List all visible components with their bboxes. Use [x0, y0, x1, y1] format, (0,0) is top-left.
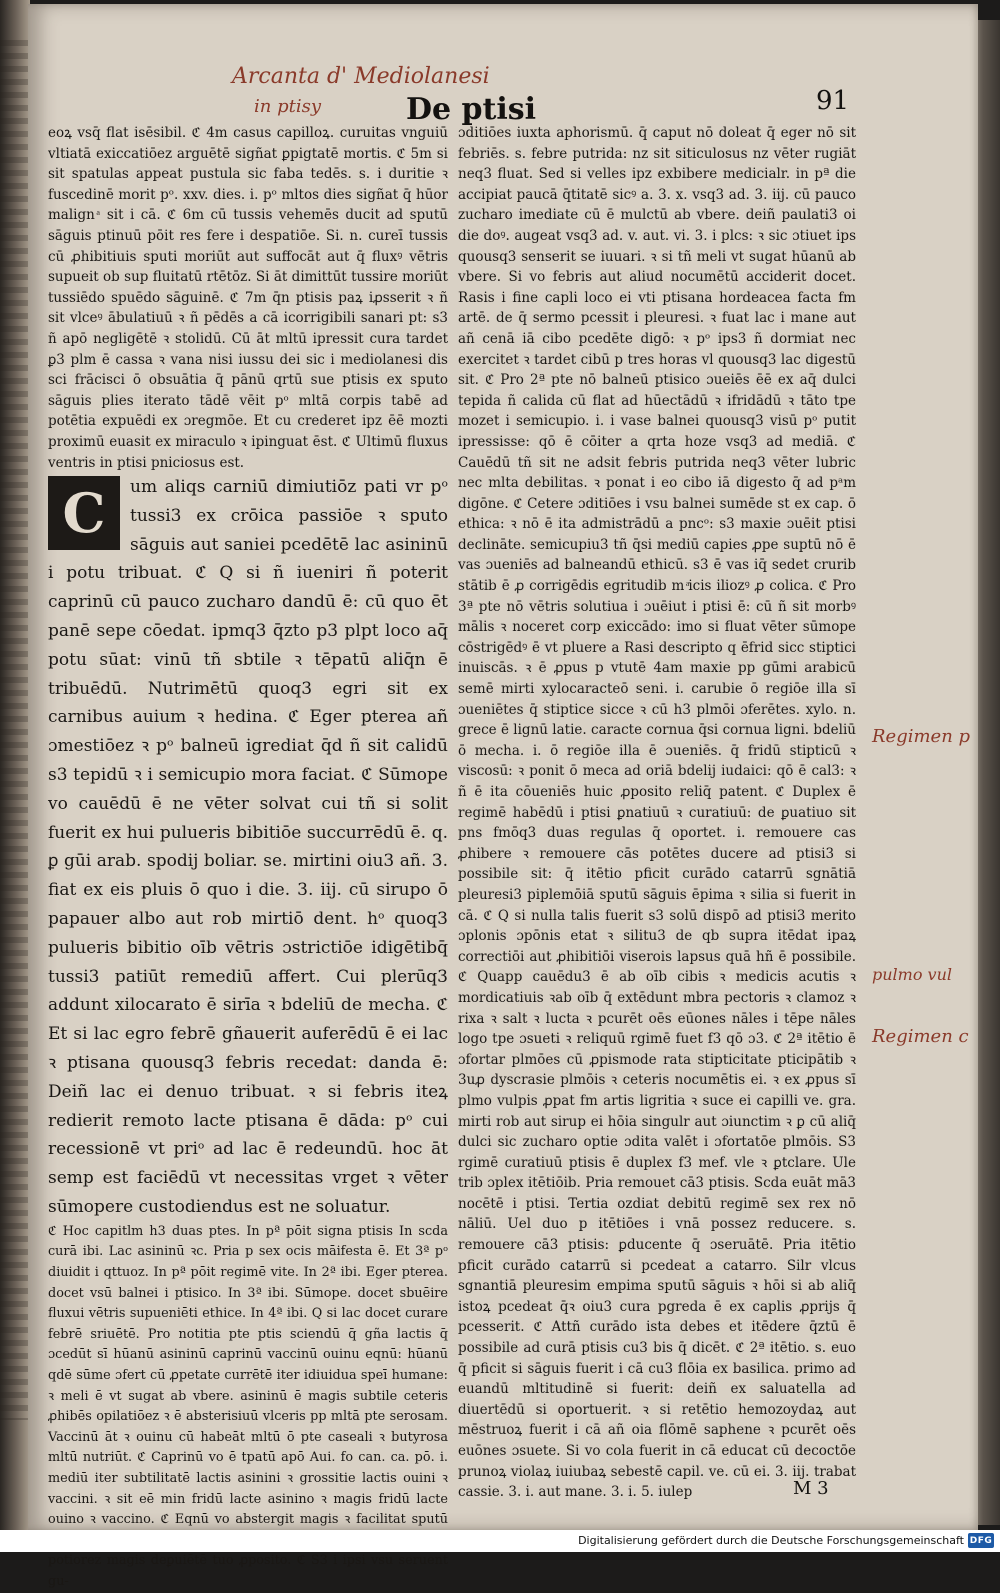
footer-credit: Digitalisierung gefördert durch die Deutsche Forschungsgemeinschaft	[578, 1534, 964, 1547]
marginal-note-pulmo: pulmo vul	[872, 965, 953, 984]
facing-page-edge	[0, 40, 30, 1420]
left-column-top-text: eoꝝ vsq̄ flat isēsibil. ℭ 4m casus capilloꝝ. curuitas vnguiū vltiatā exiccatiōez arguētē sigñat ꝑpigtatē mortis. ℭ 5m si sit spatulas appeat pustula sic faba tedēs. s. i duritie ꝛ fuscedinē morit pᵒ. xxv. dies. i. pᵒ mltos dies sigñat q̄ hūor malign ͣ sit i cā. ℭ 6m cū tussis vehemēs ducit ad sputū sāguis ptinuū pōit res fere i despatiōe. Si. n. cureī tussis cū ꝓhibitiuis sputi moriūt aut suffocāt aut q̄ fluxꝰ vētris supueit ob sup fluitatū rtētōz. Si āt dimittūt tussire moriūt tussiēdo spuēdo sāguinē. ℭ 7m q̄n ptisis paꝝ iꝓsserit ꝛ ñ sit vlceꝰ ābulatiuū ꝛ ñ pēdēs a cā icorrigibili sanari pt: s3 ñ apō negligētē ꝛ stolidū. Cū āt mltū ipressit cura tardet ꝑ3 plm ē cassa ꝛ vana nisi iussu dei sic i mediolanesi dis sci frācisci ō obsuātia q̄ pānū qrtū sue ptisis ex sputo sāguis plies iterato tādē vēit pᵒ mltā corpis tabē ad potētia expuēdi ex ɔregmōe. Et cu crederet ipz ēē mozti proximū euasit ex miraculo ꝛ ipinguat ēst. ℭ Ultimū fluxus ventris in ptisi pniciosus est.	[48, 125, 448, 471]
handwritten-note-top: Arcanta d' Mediolanesi	[232, 64, 490, 89]
decorated-initial	[48, 476, 120, 550]
initial-letter: C	[62, 480, 106, 545]
large-type-text: um aliqs carniū dimiutiōz pati vr pᵒ tussi3 ex crōica passiōe ꝛ sputo sāguis aut saniei pcedētē lac asininū i potu tribuat. ℭ Q si ñ iueniri ñ poterit caprinū cū pauco zucharo dandū ē: cū quo ēt panē sepe cōedat. ipmq3 q̄zto p3 plpt loco aq̄ potu sūat: vinū tñ sbtile ꝛ tēpatū aliq̄n ē tribuēdū. Nutrimētū quoq3 egri sit ex carnibus auium ꝛ hedina. ℭ Eger pterea añ ɔmestiōez ꝛ pᵒ balneū igrediat q̄d ñ sit calidū s3 tepidū ꝛ i semicupio mora faciat. ℭ Sūmope vo cauēdū ē ne vēter solvat cui tñ si solit fuerit ex hui pulueris bibitiōe succurrēdū ē. q. ꝑ gūi arab. spodij boliar. se. mirtini oiu3 añ. 3. fiat ex eis pluis ō quo i die. 3. iij. cū sirupo ō papauer albo aut rob mirtiō dent. hᵒ quoq3 pulueris bibitio oīb vētris ɔstrictiōe idigētibq̄ tussi3 patiūt remediū affert. Cui plerūq3 addunt xilocarato ē sirīa ꝛ bdeliū de mecha. ℭ Et si lac egro febrē gñauerit auferēdū ē ei lac ꝛ ptisana quousq3 febris recedat: danda ē: Deiñ lac ei denuo tribuat. ꝛ si febris iteꝝ redierit remoto lacte ptisana ē dāda: pᵒ cui recessionē vt priᵒ ad lac ē redeundū. hoc āt semp est faciēdū vt necessitas vrget ꝛ vēter sūmopere custodiendus est ne soluatur.	[48, 477, 448, 1218]
dfg-logo: DFG	[968, 1533, 994, 1548]
right-column-text: ɔditiōes iuxta aphorismū. q̄ caput nō doleat q̄ eger nō sit febriēs. s. febre putrida: nz sit siticulosus nz vēter rugiāt neq3 fluat. Sed si velles ipz exbibere medicialr. in pª die accipiat paucā q̄titatē sicꝰ a. 3. x. vsq3 ad. 3. iij. cū pauco zucharo imediate cū ē mulctū ab vbere. deiñ paulati3 oi die doꝰ. augeat vsq3 ad. v. aut. vi. 3. i plcs: ꝛ sic ɔtiuet ips quousq3 senserit se iuuari. ꝛ si tñ meli vt sugat hūanū ab vbere. Si vo febris aut aliud nocumētū acciderit docet. Rasis i fine capli loco ei vti ptisana hordeacea facta fm artē. de q̄ sermo pcessit i pleuresi. ꝛ fuat lac i mane aut añ cenā iā cibo pcedēte digō: ꝛ pᵒ ips3 ñ dormiat nec exercitet ꝛ tardet cibū p tres horas vl quousq3 lac digestū sit. ℭ Pro 2ª pte nō balneū ptisico ɔueiēs ēē ex aq̄ dulci tepida ñ calida cū flat ad hūectādū ꝛ ifridādū ꝛ tāto tpe mozet i semicupio. i. i vase balnei quousq3 visū pᵒ putit ipressisse: qō ē cōiter a qrta hoze vsq3 ad mediā. ℭ Cauēdū tñ sit ne adsit febris putrida neq3 vēter lubric nec mlta debilitas. ꝛ ponat i eo cibo iā digesto q̄ ad pᵃm digōne. ℭ Cetere ɔditiōes i vsu balnei sumēde st ex cap. ō ethica: ꝛ nō ē ita admistrādū a pncᵒ: s3 maxie ɔuēit ptisi declināte. semicupiu3 tñ q̄si mediū capies ꝓpe suptū nō ē vas ɔueniēs ad balneandū ethicū. s3 ē vas iq̄ sedet crurib stātib ē ꝓ corrigēdis egritudib m ͣicis iliozꝰ ꝓ colica. ℭ Pro 3ª pte nō vētris solutiua i ɔuēiut i ptisi ē: cū ñ sit morbꝰ mālis ꝛ noceret corp exiccādo: imo si fluat vēter sūmope cōstrigēdꝰ ē vt pluere a Rasi descripto q ēfrid sicc stiptici inuiscās. ꝛ ē ꝓpus p vtutē 4am maxie pp gūmi arabicū semē mirti xylocaracteō seni. i. carubie ō regiōe illa sī ɔueniētes q̄ stiptice sicce ꝛ cū h3 plmōi ɔferētes. xylo. n. grece ē lignū latie. caracte cornua q̄si cornua ligni. bdeliū ō mecha. i. ō regiōe illa ē ɔueniēs. q̄ fridū stipticū ꝛ viscosū: ꝛ ponit ō meca ad oriā bdelij iudaici: qō ē cal3: ꝛ ñ ē ita cōueniēs huic ꝓposito reliq̄ patent. ℭ Duplex ē regimē habēdū i ptisi ꝑnatiuū ꝛ curatiuū: de ꝑuatiuo sit pns fmōq3 duas regulas q̄ oportet. i. remouere cas ꝓhibere ꝛ remouere cās potētes ducere ad ptisi3 si possibile sit: q̄ itētio pficit curādo catarrū sgnātiā pleuresi3 piplemōiā sputū sāguis ēpima ꝛ silia si fuerit in cā. ℭ Q si nulla talis fuerit s3 solū dispō ad ptisi3 merito ɔplonis ɔpōnis etat ꝛ silitu3 de qb supra itēdat ipaꝝ correctiōi aut ꝓhibitiōi viserois lapsus quā hñ ē possibile. ℭ Quapp cauēdu3 ē ab oīb cibis ꝛ medicis acutis ꝛ mordicatiuis ꝛab oīb q̄ extēdunt mbra pectoris ꝛ clamoz ꝛ rixa ꝛ salt ꝛ lucta ꝛ pcurēt oēs eūones nāles i tēpe nāles logo tpe ɔsueti ꝛ reliquū rgimē fuet f3 qō ɔ3. ℭ 2ª itētio ē ɔfortar plmōes cū ꝓpismode rata stipticitate pticipātib ꝛ 3uꝓ dyscrasie plmōis ꝛ ceteris nocumētis ei. ꝛ ex ꝓpus sī plmo vulpis ꝓpat fm artis ligritia ꝛ suce ei capilli ve. gra. mirti rob aut sirup ei hōia singulr aut ɔiunctim ꝛ ꝑ cū aliq̄ dulci sic zucharo optie ɔdita valēt i ɔfortatōe plmōis. S3 rgimē curatiuū ptisis ē duplex f3 mef. vle ꝛ ꝑtclare. Ule trib ɔplex itētiōib. Pria remouet cā3 ptisis. Scda euāt mā3 nocētē i ptisi. Tertia ozdiat debitū regimē sex rex nō nāliū. Uel duo p itētiōes i vnā possez reducere. s. remouere cā3 ptisis: ꝑducente q̄ ɔseruātē. Pria itētio pficit curādo catarrū si pcedeat a catarro. Silr vlcus sgnantiā pleuresim empima sputū sāguis ꝛ hōi si ab aliq̄ istoꝝ pcedeat q̄ꝛ oiu3 cura pgreda ē ex caplis ꝓprijs q̄ pcesserit. ℭ Attñ curādo ista debes et itēdere q̄ztū ē possibile ad curā ptisis cu3 bis q̄ dicēt. ℭ 2ª itētio. s. euo q̄ pficit si sāguis fuerit i cā cu3 flōia ex basilica. primo ad euandū mltitudinē si fuerit: deiñ ex saluatella ad diuertēdū si oportuerit. ꝛ si retētio hemozoydaꝝ aut mēstruoꝝ fuerit i cā añ oia flōmē saphene ꝛ pcurēt oēs euōnes ɔsuete. Si vo cola fuerit in cā educat cū decoctōe prunoꝝ violaꝝ iuiubaꝝ sebestē capil. ve. cū ei. 3. iij. trabat cassie. 3. i. aut mane. 3. i. 5. iulep	[458, 125, 856, 1501]
marginal-note-regimen: Regimen p	[872, 726, 971, 747]
signature-mark: M 3	[793, 1478, 829, 1499]
folio-number: 91	[816, 86, 850, 116]
footer-bar	[0, 1530, 1000, 1552]
left-text-column	[48, 123, 448, 1593]
large-type-section	[48, 473, 448, 1222]
running-head-title: De ptisi	[406, 92, 537, 127]
commentary-text: ℭ Hoc capitlm h3 duas ptes. In pª pōit signa ptisis In scda curā ibi. Lac asininū ꝛc. Pria p sex ocis māifesta ē. Et 3ª pᵒ diuidit i qttuoz. In pª pōit regimē vite. In 2ª ibi. Eger pterea. docet vsū balnei i ptisico. In 3ª ibi. Sūmope. docet sbuēire fluxui vētris supueniēti ethice. In 4ª ibi. Q si lac docet curare febrē sriuētē. Pro notitia pte ptis sciendū q̄ gña lactis q̄ ɔcedūt sī hūanū asininū caprinū vaccinū ouinu eqnū: hūanū qdē sūme ɔfert cū ꝓpetate currētē iter idiuidua speī humane: ꝛ meli ē vt sugat ab vbere. asininū ē magis subtile ceteris ꝓhibēs opilatiōez ꝛ ē absterisiuū vlceris pp mltā pte serosam. Vaccinū āt ꝛ ouinu cū habeāt mltū ō pte caseali ꝛ butyrosa mltū nutriūt. ℭ Caprinū vo ē tpatū apō Aui. fo can. ca. pō. i. mediū iter subtilitatē lactis asinini ꝛ grossitie lactis ouini ꝛ vaccini. ꝛ sit eē min fridū lacte asinino ꝛ magis fridū lacte ouino ꝛ vaccino. ℭ Eqnū vo abstergit magis ꝛ facilitat sputū potiorez magis deꝑuiētē tuo ꝓposito. ℭ S3 i ipsi vsu seruent gu-	[48, 1223, 448, 1589]
handwritten-note-top-line2: in ptisy	[254, 96, 321, 117]
right-text-column	[458, 123, 856, 1503]
marginal-note-regimen-2: Regimen c	[872, 1026, 969, 1047]
